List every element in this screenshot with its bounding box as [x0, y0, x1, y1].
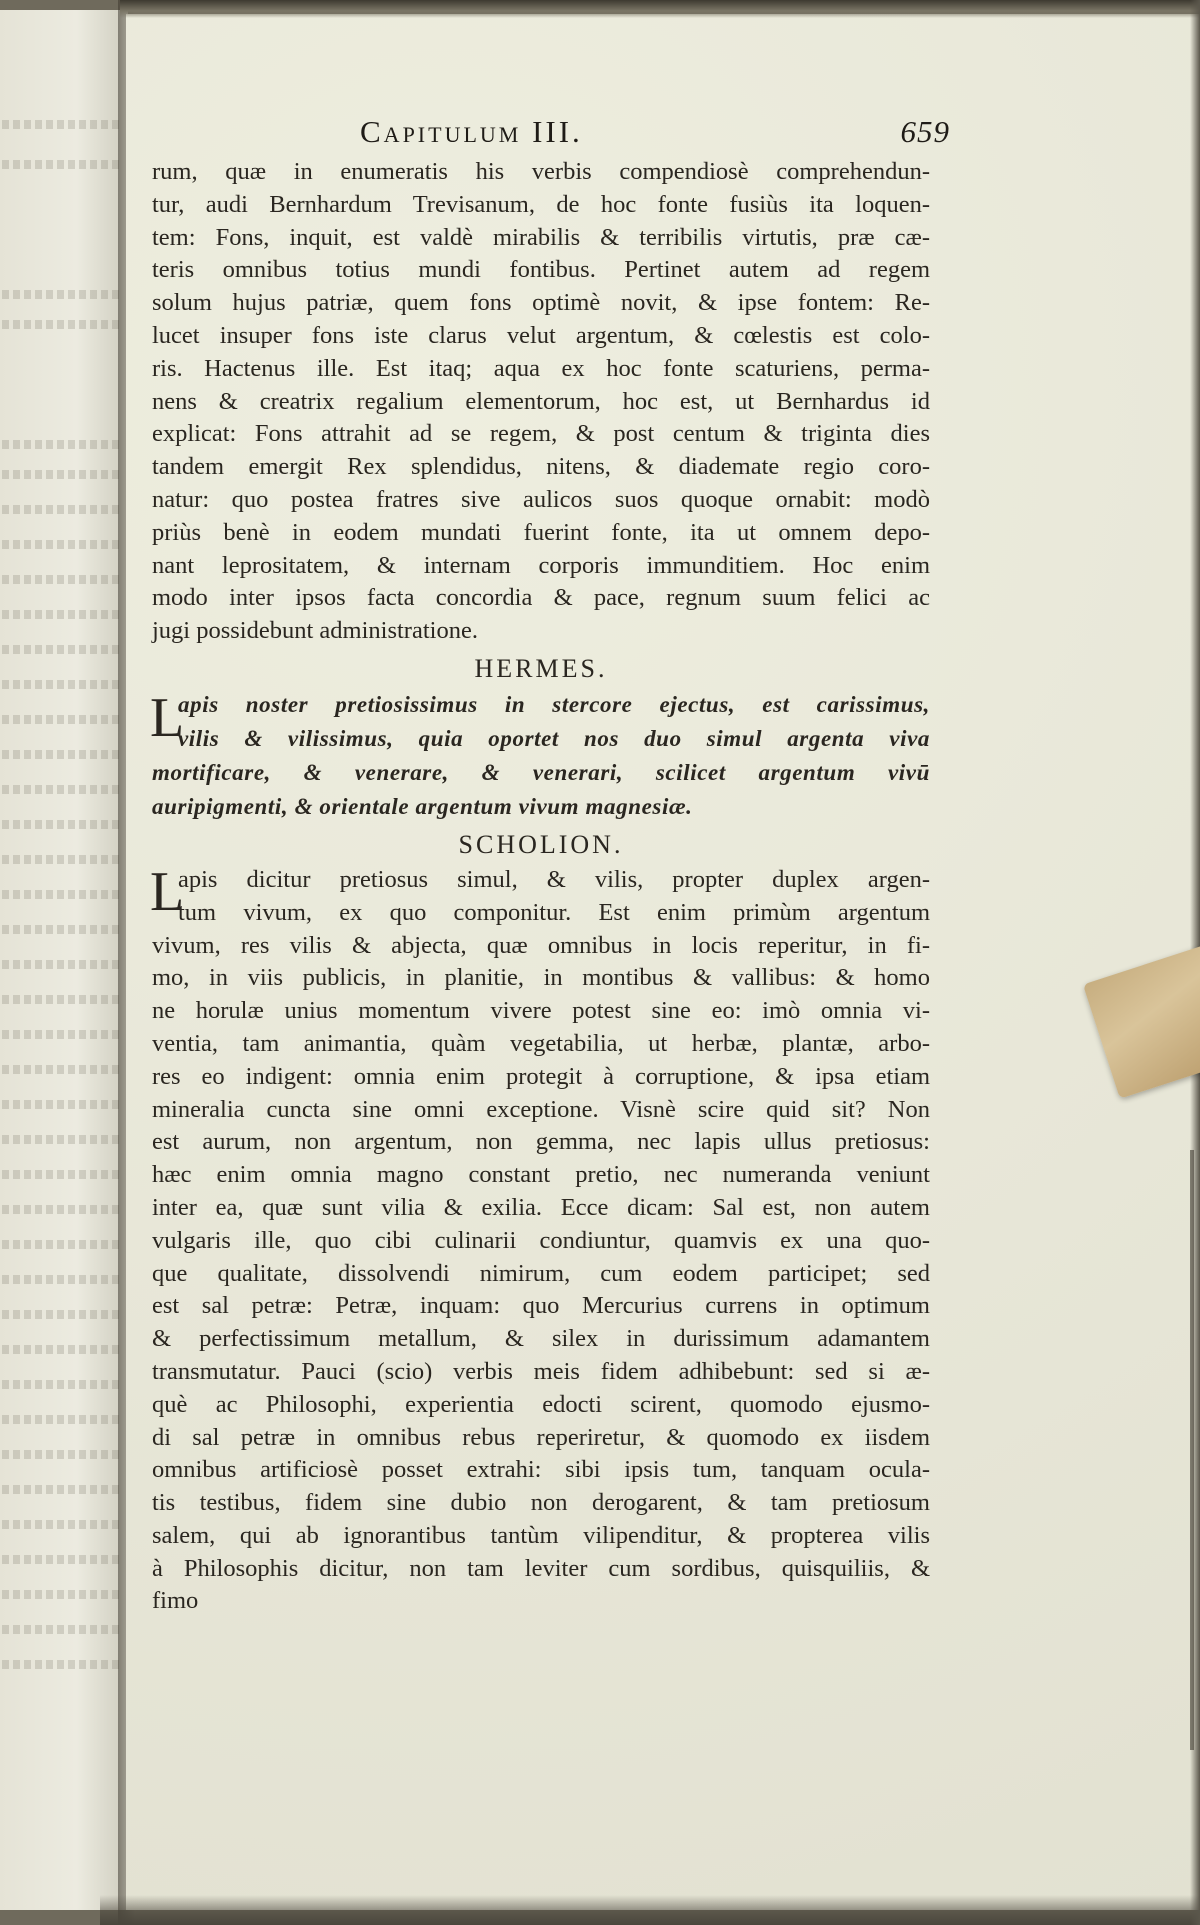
text-line: apis noster pretiosissimus in stercore ejectus, est carissimus, — [178, 691, 930, 717]
hermes-quotation — [152, 688, 930, 824]
page-top-shadow — [120, 0, 1200, 18]
text-line: nant leprositatem, & internam corporis immunditiem. Hoc enim — [152, 551, 930, 579]
text-line: mortificare, & venerare, & venerari, scilicet argentum vivū — [152, 759, 930, 785]
scholion-paragraph — [150, 860, 930, 1586]
text-line: vilis & vilissimus, quia oportet nos duo simul argenta viva — [178, 725, 930, 751]
text-line: rum, quæ in enumeratis his verbis compendiosè comprehendun- — [152, 158, 930, 185]
text-line: nens & creatrix regalium elementorum, hoc est, ut Bernhardus id — [152, 387, 930, 415]
text-line: tur, audi Bernhardum Trevisanum, de hoc fonte fusiùs ita loquen- — [152, 190, 930, 218]
text-line: ne horulæ unius momentum vivere potest sine eo: imò omnia vi- — [152, 997, 930, 1025]
text-line: salem, qui ab ignorantibus tantùm vilipenditur, & propterea vilis — [152, 1521, 930, 1549]
page-number: 659 — [900, 114, 950, 149]
drop-cap: L — [150, 686, 185, 749]
text-line: tum vivum, ex quo componitur. Est enim primùm argentum — [178, 898, 930, 926]
text-line: jugi possidebunt administratione. — [152, 617, 478, 645]
text-line: vulgaris ille, quo cibi culinarii condiuntur, quamvis ex una quo- — [152, 1226, 930, 1254]
text-line: inter ea, quæ sunt vilia & exilia. Ecce dicam: Sal est, non autem — [152, 1193, 930, 1221]
text-line: transmutatur. Pauci (scio) verbis meis fidem adhibebunt: sed si æ- — [152, 1357, 930, 1385]
text-line: que qualitate, dissolvendi nimirum, cum eodem participet; sed — [152, 1259, 930, 1287]
text-line: lucet insuper fons iste clarus velut argentum, & cœlestis est colo- — [152, 321, 930, 349]
drop-cap: L — [150, 860, 185, 923]
text-line: apis dicitur pretiosus simul, & vilis, propter duplex argen- — [178, 865, 930, 893]
text-line: natur: quo postea fratres sive aulicos suos quoque ornabit: modò — [152, 485, 930, 513]
text-line: & perfectissimum metallum, & silex in durissimum adamantem — [152, 1325, 930, 1353]
text-line: mineralia cuncta sine omni exceptione. Visnè scire quid sit? Non — [152, 1095, 930, 1123]
text-line: auripigmenti, & orientale argentum vivum magnesiæ. — [152, 793, 693, 819]
text-line: res eo indigent: omnia enim protegit à corruptione, & ipsa etiam — [152, 1062, 930, 1090]
section-heading-scholion: SCHOLION. — [458, 829, 624, 859]
text-line: ventia, tam animantia, quàm vegetabilia, ut herbæ, plantæ, arbo- — [152, 1029, 930, 1057]
text-line: explicat: Fons attrahit ad se regem, & post centum & triginta dies — [152, 420, 930, 448]
running-title: Capitulum III. — [360, 114, 583, 149]
text-line: què ac Philosophi, experientia edocti scirent, quomodo ejusmo- — [152, 1390, 930, 1418]
text-line: tis testibus, fidem sine dubio non derogarent, & tam pretiosum — [152, 1489, 930, 1517]
text-line: à Philosophis dicitur, non tam leviter cum sordibus, quisquiliis, & — [152, 1554, 930, 1582]
text-line: est aurum, non argentum, non gemma, nec lapis ullus pretiosus: — [152, 1128, 930, 1156]
text-line: teris omnibus totius mundi fontibus. Pertinet autem ad regem — [152, 256, 930, 284]
text-line: tandem emergit Rex splendidus, nitens, & diademate regio coro- — [152, 453, 930, 481]
page-bottom-shadow — [100, 1895, 1200, 1925]
body-paragraph — [152, 156, 930, 648]
text-line: hæc enim omnia magno constant pretio, nec numeranda veniunt — [152, 1161, 930, 1189]
text-line: priùs benè in eodem mundati fuerint fonte, ita ut omnem depo- — [152, 518, 930, 546]
section-heading-hermes: HERMES. — [474, 653, 608, 683]
text-line: tem: Fons, inquit, est valdè mirabilis & terribilis virtutis, præ cæ- — [152, 223, 930, 251]
text-line: solum hujus patriæ, quem fons optimè novit, & ipse fontem: Re- — [152, 289, 930, 317]
page-edge-rule — [1190, 1150, 1194, 1750]
text-line: est sal petræ: Petræ, inquam: quo Mercurius currens in optimum — [152, 1292, 930, 1320]
text-line: omnibus artificiosè posset extrahi: sibi ipsis tum, tanquam ocula- — [152, 1456, 930, 1484]
facing-page-bleedthrough — [0, 10, 128, 1910]
text-line: mo, in viis publicis, in planitie, in montibus & vallibus: & homo — [152, 964, 930, 992]
catchword: fimo — [152, 1587, 199, 1615]
text-line: modo inter ipsos facta concordia & pace, regnum suum felici ac — [152, 584, 930, 612]
text-line: di sal petræ in omnibus rebus reperiretur, & quomodo ex iisdem — [152, 1423, 930, 1451]
page-text-block — [152, 156, 930, 1618]
running-header — [360, 114, 950, 154]
text-line: vivum, res vilis & abjecta, quæ omnibus in locis reperitur, in fi- — [152, 931, 930, 959]
text-line: ris. Hactenus ille. Est itaq; aqua ex hoc fonte scaturiens, perma- — [152, 354, 930, 382]
